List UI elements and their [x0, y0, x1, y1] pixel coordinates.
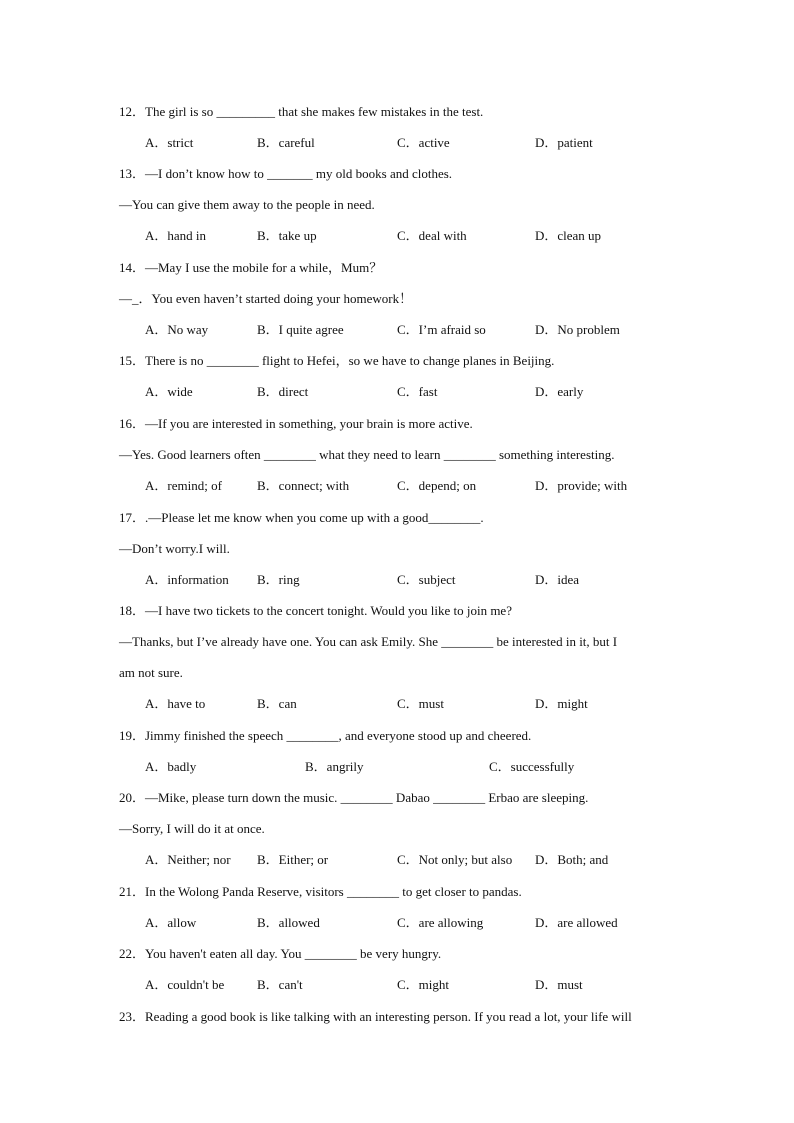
answer-option: D．clean up [535, 228, 602, 243]
question-line: —Thanks, but I’ve already have one. You can ask Emily. She ________ be interested in it, but I [119, 634, 618, 649]
options-row [0, 758, 794, 776]
answer-option: B．can [257, 696, 297, 711]
question-stem: 13．—I don’t know how to _______ my old books and clothes. [119, 166, 453, 181]
question-stem: 18．—I have two tickets to the concert tonight. Would you like to join me? [119, 603, 512, 618]
answer-option: C．successfully [489, 759, 575, 774]
answer-option: C．active [397, 135, 450, 150]
answer-option: C．I’m afraid so [397, 322, 486, 337]
options-row [0, 976, 794, 994]
question-line: —You can give them away to the people in need. [119, 197, 375, 212]
question-line: —Yes. Good learners often ________ what they need to learn ________ something interesting. [119, 447, 615, 462]
answer-option: A．wide [145, 384, 193, 399]
answer-option: C．might [397, 977, 450, 992]
question-stem: 14．—May I use the mobile for a while，Mum？ [119, 260, 383, 275]
answer-option: C．fast [397, 384, 438, 399]
answer-option: D．patient [535, 135, 593, 150]
answer-option: D．must [535, 977, 583, 992]
answer-option: B．take up [257, 228, 317, 243]
question-stem: 12．The girl is so _________ that she makes few mistakes in the test. [119, 104, 484, 119]
answer-option: B．ring [257, 572, 300, 587]
answer-option: C．depend; on [397, 478, 477, 493]
answer-option: D．might [535, 696, 588, 711]
options-row [0, 321, 794, 339]
answer-option: A．information [145, 572, 229, 587]
question-stem: 20．—Mike, please turn down the music. ________ Dabao ________ Erbao are sleeping. [119, 790, 589, 805]
answer-option: A．badly [145, 759, 197, 774]
answer-option: C．are allowing [397, 915, 484, 930]
answer-option: A．strict [145, 135, 194, 150]
answer-option: B．direct [257, 384, 309, 399]
question-stem: 23．Reading a good book is like talking with an interesting person. If you read a lot, your life will [119, 1009, 632, 1024]
answer-option: B．I quite agree [257, 322, 344, 337]
question-stem: 21．In the Wolong Panda Reserve, visitors ________ to get closer to pandas. [119, 884, 522, 899]
question-line: —_．You even haven’t started doing your homework！ [119, 291, 413, 306]
answer-option: D．provide; with [535, 478, 628, 493]
answer-option: B．connect; with [257, 478, 350, 493]
answer-option: D．idea [535, 572, 580, 587]
answer-option: D．early [535, 384, 584, 399]
answer-option: A．couldn't be [145, 977, 225, 992]
answer-option: A．have to [145, 696, 206, 711]
answer-option: A．Neither; nor [145, 852, 231, 867]
answer-option: D．Both; and [535, 852, 609, 867]
options-row [0, 134, 794, 152]
options-row [0, 383, 794, 401]
options-row [0, 851, 794, 869]
question-line: —Don’t worry.I will. [119, 541, 230, 556]
answer-option: C．must [397, 696, 444, 711]
question-stem: 16．—If you are interested in something, your brain is more active. [119, 416, 473, 431]
answer-option: A．allow [145, 915, 197, 930]
question-stem: 15．There is no ________ flight to Hefei，so we have to change planes in Beijing. [119, 353, 555, 368]
question-line: am not sure. [119, 665, 183, 680]
answer-option: D．No problem [535, 322, 620, 337]
options-row [0, 571, 794, 589]
answer-option: B．Either; or [257, 852, 329, 867]
question-line: —Sorry, I will do it at once. [119, 821, 265, 836]
answer-option: B．can't [257, 977, 303, 992]
options-row [0, 914, 794, 932]
answer-option: C．Not only; but also [397, 852, 513, 867]
answer-option: C．subject [397, 572, 456, 587]
question-stem: 22．You haven't eaten all day. You ________ be very hungry. [119, 946, 442, 961]
answer-option: A．hand in [145, 228, 207, 243]
answer-option: C．deal with [397, 228, 467, 243]
options-row [0, 477, 794, 495]
answer-option: A．No way [145, 322, 209, 337]
options-row [0, 227, 794, 245]
options-row [0, 695, 794, 713]
question-stem: 17．.—Please let me know when you come up with a good________. [119, 510, 484, 525]
question-stem: 19．Jimmy finished the speech ________, and everyone stood up and cheered. [119, 728, 532, 743]
answer-option: A．remind; of [145, 478, 222, 493]
answer-option: B．careful [257, 135, 315, 150]
answer-option: B．allowed [257, 915, 320, 930]
answer-option: B．angrily [305, 759, 364, 774]
answer-option: D．are allowed [535, 915, 618, 930]
